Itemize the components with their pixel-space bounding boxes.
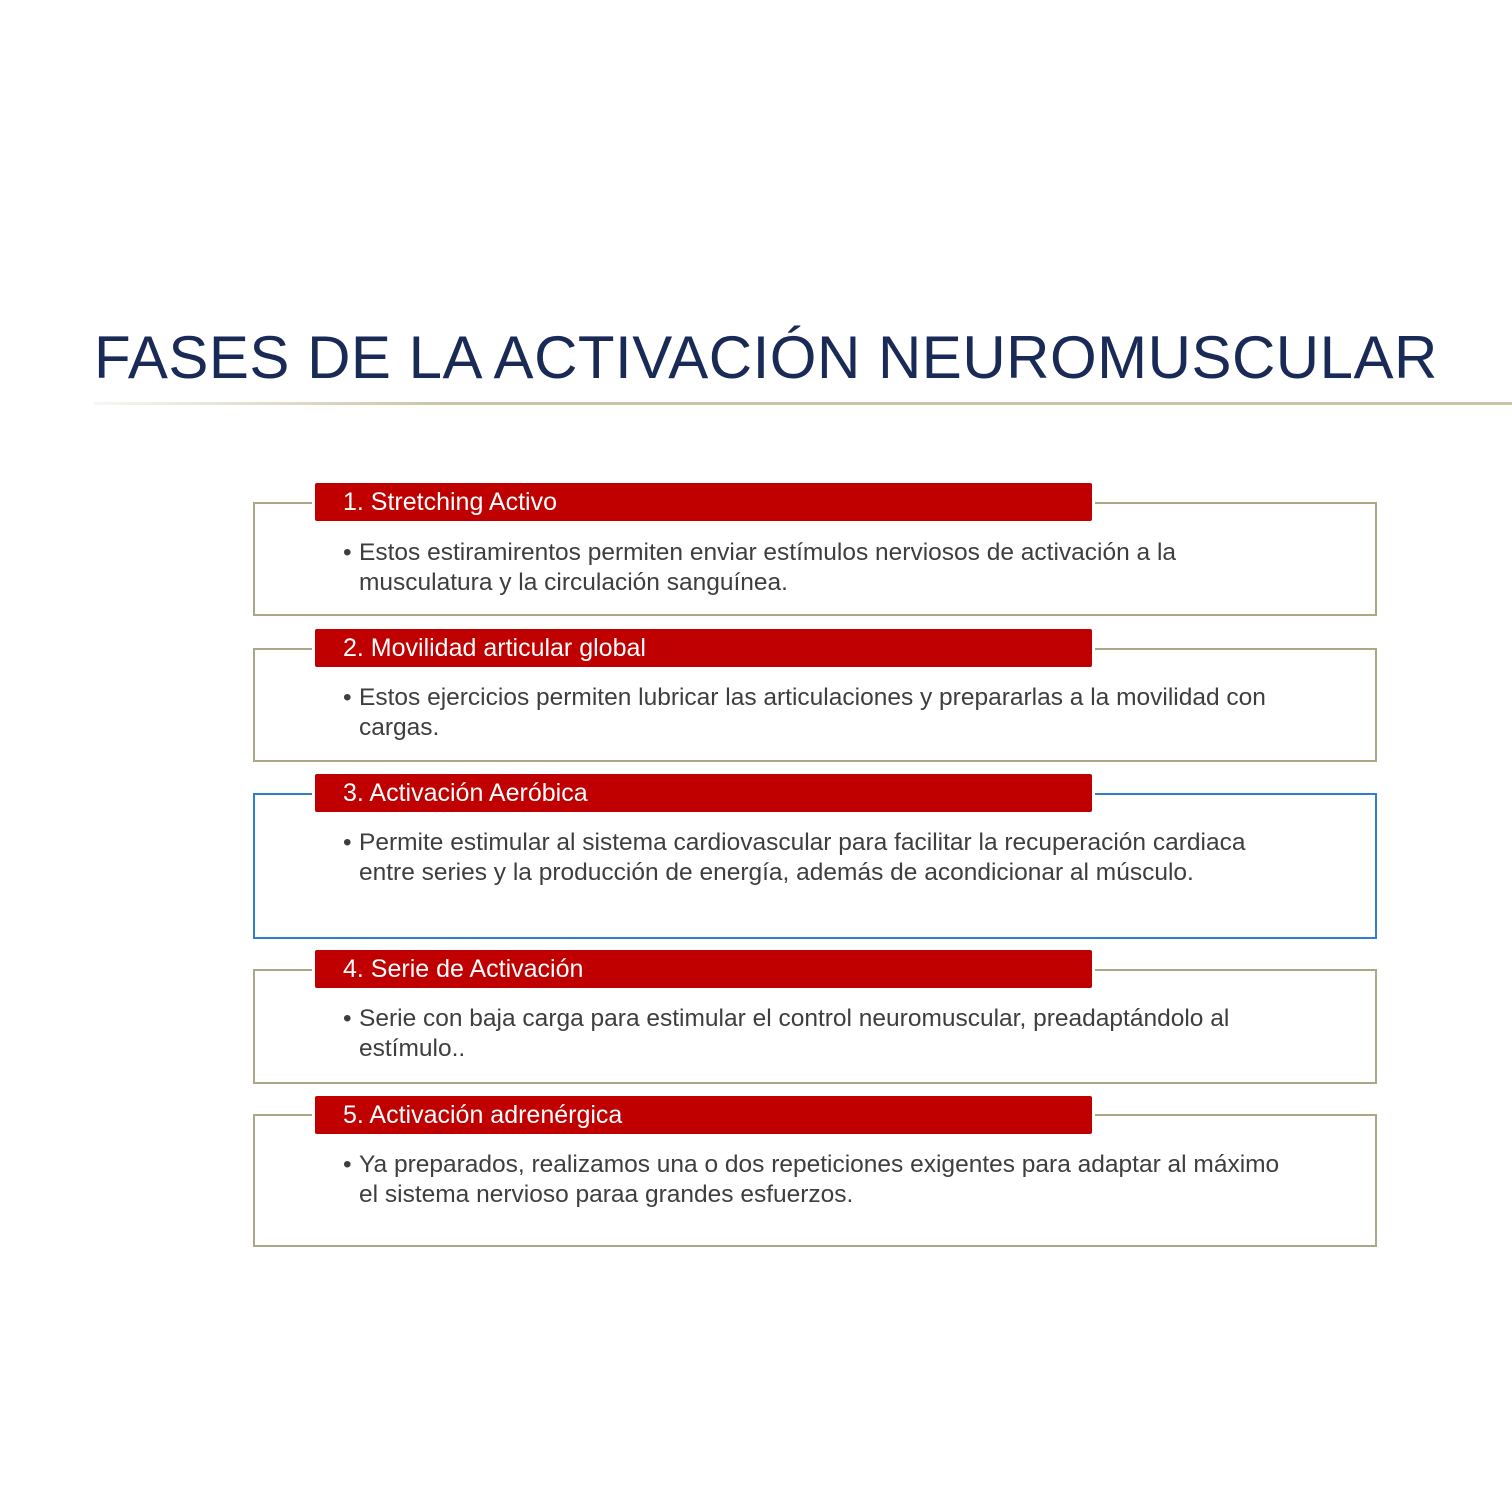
title-divider [94, 402, 1512, 405]
phase-4-header: 4. Serie de Activación [312, 947, 1095, 991]
phase-5-header: 5. Activación adrenérgica [312, 1093, 1095, 1137]
phase-3-header: 3. Activación Aeróbica [312, 771, 1095, 815]
phase-5-text: Ya preparados, realizamos una o dos repeticiones exigentes para adaptar al máximo el sistema nervioso paraa grandes esfuerzos. [359, 1151, 1280, 1208]
bullet-icon: • [343, 539, 352, 566]
phase-2-description [343, 683, 1294, 743]
phase-3-text: Permite estimular al sistema cardiovascular para facilitar la recuperación cardiaca entre series y la producción de energía, además de acondicionar al músculo. [359, 829, 1246, 886]
phase-5-description [343, 1150, 1294, 1210]
bullet-icon: • [343, 829, 352, 856]
phase-2-text: Estos ejercicios permiten lubricar las articulaciones y prepararlas a la movilidad con cargas. [359, 684, 1266, 741]
bullet-icon: • [343, 1151, 352, 1178]
phase-2-header: 2. Movilidad articular global [312, 626, 1095, 670]
bullet-icon: • [343, 684, 352, 711]
page-title: FASES DE LA ACTIVACIÓN NEUROMUSCULAR [94, 324, 1438, 391]
phase-3-description [343, 828, 1294, 888]
phase-4-description [343, 1004, 1294, 1064]
phase-1-header: 1. Stretching Activo [312, 480, 1095, 524]
bullet-icon: • [343, 1005, 352, 1032]
phase-1-description [343, 538, 1294, 598]
phase-4-text: Serie con baja carga para estimular el control neuromuscular, preadaptándolo al estímulo.. [359, 1005, 1230, 1062]
phase-1-text: Estos estiramirentos permiten enviar estímulos nerviosos de activación a la musculatura y la circulación sanguínea. [359, 539, 1177, 596]
